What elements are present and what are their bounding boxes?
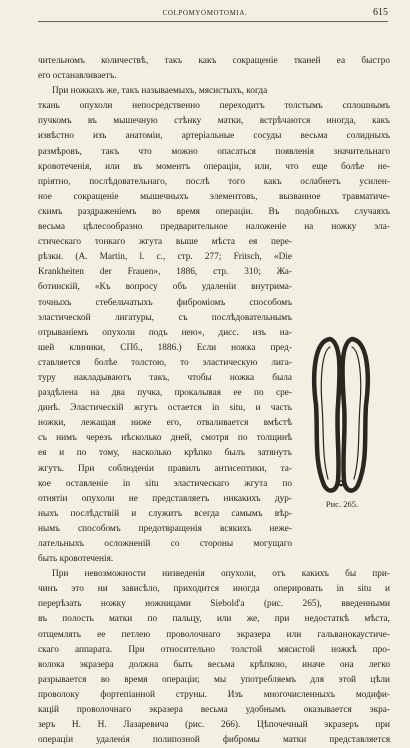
text-line: При ножкахъ же, такъ называемыхъ, мясистыхъ, когда xyxy=(52,86,268,97)
text-line: ножки, лежащая ниже его, отваливается вмѣстѣ xyxy=(38,418,292,429)
page-header xyxy=(0,0,410,30)
text-line: рѣзки. (A. Martin, l. c., стр. 277; Fritsch, «Die xyxy=(38,252,292,263)
text-line: ное сокращеніе мышечныхъ элементовъ, вызванное травматиче- xyxy=(38,191,390,202)
text-line: проволоку фортепіанной струны. Изъ многочисленныхъ модифи- xyxy=(38,689,390,700)
running-head: COLPOMYOMOTOMIA. xyxy=(162,9,248,17)
text-line: зеръ Н. Н. Лазаревича (рис. 266). Цѣпочечный экразеръ при xyxy=(38,720,390,731)
text-line: туру накладываютъ такъ, чтобы ножка была xyxy=(38,372,292,383)
figure-caption: Рис. 265. xyxy=(325,499,359,509)
text-line: отщемлять ее петлею проволочнаго экразера или гальванокаустиче- xyxy=(38,629,390,640)
text-line: отрыванiемъ опухоли подъ нею», дисс. изъ на- xyxy=(38,327,292,338)
text-line: кацій проволочнаго экразера весьма удобнымъ оказывается экра- xyxy=(38,705,390,716)
text-line: Krankheiten der Frauen», 1886, стр. 310; Жа- xyxy=(38,267,292,278)
text-line: разрывается во время операціи; мы употребляемъ для этой цѣли xyxy=(38,674,390,685)
text-line: операціи удаленія полипозной фибромы матки представляется xyxy=(38,735,390,746)
text-line: весьма цѣлесообразно предварительное наложеніе на ножку эла- xyxy=(38,222,390,233)
text-line: быть кровотеченія. xyxy=(38,554,114,565)
text-line: пучкомъ въ мышечную стѣнку матки, встрѣчаются иногда, какъ xyxy=(38,116,390,127)
text-line: точныхъ стебельчатыхъ фибромiомъ способомъ xyxy=(38,297,292,308)
text-line: размѣровъ, такъ что можно опасаться появленія значительнаго xyxy=(38,146,390,157)
text-line: раздѣлена на два пучка, прокалывая ее по сре- xyxy=(38,388,292,399)
text-line: пріятно, послѣдовательнаго, послѣ того какъ ослабнетъ усилен- xyxy=(38,176,390,187)
text-line: волока экразера должна быть весьма крѣпкою, иначе она легко xyxy=(38,659,390,670)
text-line: кое оставленіе in situ эластическаго жгута по xyxy=(38,478,292,489)
text-line: ткань опухоли непосредственно переходитъ толстымъ сплошнымъ xyxy=(38,101,390,112)
text-line: жгутъ. При соблюденіи правилъ антисептики, та- xyxy=(38,463,292,474)
text-line: извѣстно изъ анатоміи, артеріальные сосуды весьма солидныхъ xyxy=(38,131,390,142)
text-line: кровотеченія, или въ моментъ операціи, или, что еще болѣе не- xyxy=(38,161,390,172)
text-line: эластической лигатуры, съ послѣдовательнымъ xyxy=(38,312,292,323)
header-rule xyxy=(38,21,388,22)
page-number: 615 xyxy=(373,7,388,18)
text-line: отнятіи опухоли не представляетъ никакихъ дур- xyxy=(38,493,292,504)
figure-265 xyxy=(294,335,390,510)
text-line: ея и по тому, насколько крѣпко былъ затянутъ xyxy=(38,448,292,459)
text-line: стическаго тонкаго жгута выше мѣста ея пере- xyxy=(38,237,292,248)
text-line: чительномъ количествѣ, такъ какъ сокращеніе тканей еа быстро xyxy=(38,56,390,66)
scissors-icon xyxy=(308,335,374,495)
text-line: его останавливаетъ. xyxy=(38,71,117,82)
text-line: ставляется болѣе толстою, то эластическую лига- xyxy=(38,357,292,368)
text-line: нымъ способомъ предотвращенія всякихъ неже- xyxy=(38,523,292,534)
text-line: чинъ это ни зависѣло, приходится иногда оперировать in situ и xyxy=(38,584,390,595)
text-line: перерѣзать ножку ножницами Siebold'a (рис. 265), введенными xyxy=(38,599,390,610)
text-line: ботинскій, «Къ вопросу объ удаленіи внутрима- xyxy=(38,282,292,293)
text-line: въ полость матки по пальцу, или же, при недостаткѣ мѣста, xyxy=(38,614,390,625)
text-line: динѣ. Эластическій жгутъ остается in situ, и часть xyxy=(38,403,292,414)
text-line: лательныхъ осложненій со стороны могущаго xyxy=(38,539,292,549)
text-line: При невозможности низведенія опухоли, отъ какихъ бы при- xyxy=(52,569,390,580)
text-line: ныхъ послѣдствій и служитъ всегда самымъ вѣр- xyxy=(38,508,292,519)
text-line: шей клиники, СПб., 1886.) Если ножка пред- xyxy=(38,342,292,353)
text-line: съ нимъ черезъ нѣсколько дней, смотря по толщинѣ xyxy=(38,433,292,444)
text-line: скимъ раздраженіемъ во время операціи. Въ подобныхъ случаяхъ xyxy=(38,206,390,217)
text-line: скаго аппарата. При относительно толстой мясистой ножкѣ про- xyxy=(38,644,390,655)
